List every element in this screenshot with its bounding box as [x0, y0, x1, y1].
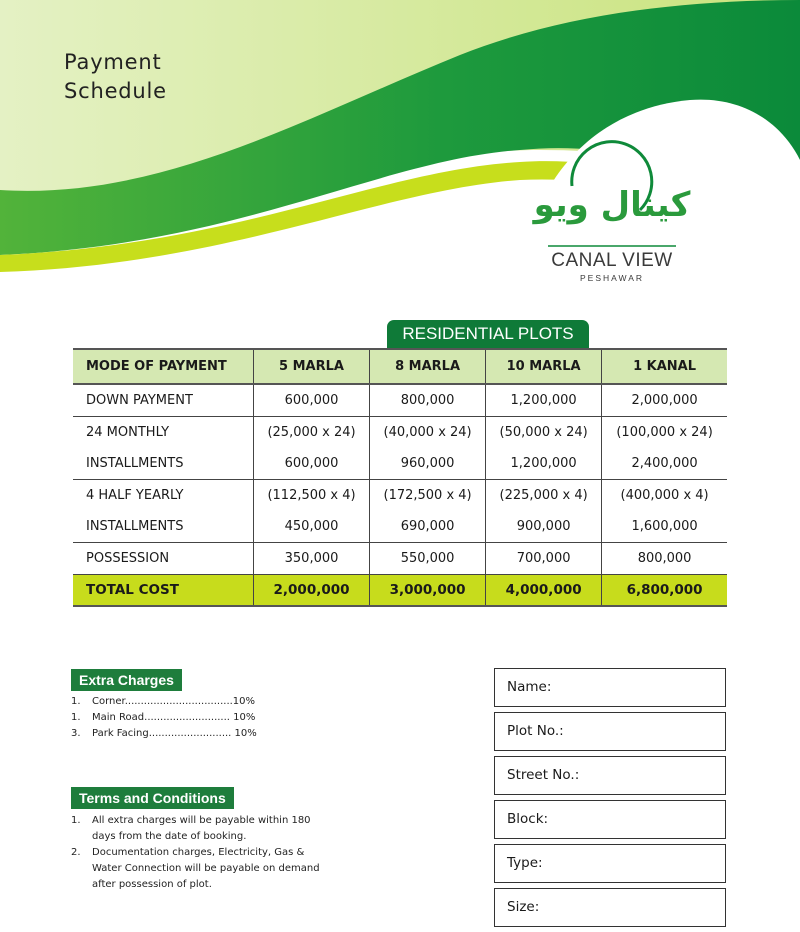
table-cell: (225,000 x 4): [486, 480, 602, 512]
brand-name: CANAL VIEW: [551, 250, 673, 271]
terms-list: [71, 813, 333, 893]
table-heading: RESIDENTIAL PLOTS: [387, 320, 589, 348]
table-cell: 450,000: [254, 511, 370, 543]
type-field[interactable]: Type:: [494, 844, 726, 883]
table-cell: 2,000,000: [254, 575, 370, 607]
table-cell: 350,000: [254, 543, 370, 575]
table-cell: (172,500 x 4): [370, 480, 486, 512]
table-cell: 1,200,000: [486, 448, 602, 480]
table-cell: 550,000: [370, 543, 486, 575]
table-row: [73, 543, 727, 575]
table-cell: POSSESSION: [73, 543, 254, 575]
list-item-text: All extra charges will be payable within 180 days from the date of booking.: [92, 815, 311, 842]
list-item: [71, 845, 333, 893]
list-item-text: Corner..................................10%: [92, 696, 256, 707]
table-cell: INSTALLMENTS: [73, 448, 254, 480]
table-cell: 6,800,000: [602, 575, 727, 607]
list-item-number: 1.: [71, 815, 81, 826]
table-cell: (100,000 x 24): [602, 417, 727, 449]
list-item-number: 1.: [71, 712, 81, 723]
list-item-text: Documentation charges, Electricity, Gas & Water Connection will be payable on demand after possession of plot.: [92, 847, 320, 890]
table-cell: 2,400,000: [602, 448, 727, 480]
size-field[interactable]: Size:: [494, 888, 726, 927]
table-row: [73, 384, 727, 417]
table-cell: 600,000: [254, 448, 370, 480]
logo-emblem-icon: [528, 128, 696, 248]
table-cell: 800,000: [602, 543, 727, 575]
list-item-number: 3.: [71, 728, 81, 739]
page-title-line-1: Payment: [64, 50, 162, 74]
list-item: [71, 710, 311, 726]
table-cell: (25,000 x 24): [254, 417, 370, 449]
street-number-field[interactable]: Street No.:: [494, 756, 726, 795]
table-cell: 3,000,000: [370, 575, 486, 607]
customer-details-form: [494, 668, 726, 932]
table-cell: (112,500 x 4): [254, 480, 370, 512]
table-cell: 1,200,000: [486, 384, 602, 417]
table-cell: (40,000 x 24): [370, 417, 486, 449]
block-field[interactable]: Block:: [494, 800, 726, 839]
table-cell: 700,000: [486, 543, 602, 575]
table-cell: 800,000: [370, 384, 486, 417]
table-cell: 900,000: [486, 511, 602, 543]
column-header: 1 KANAL: [602, 349, 727, 384]
table-row: [73, 511, 727, 543]
plot-number-field[interactable]: Plot No.:: [494, 712, 726, 751]
canal-view-logo: [528, 128, 696, 288]
column-header: 5 MARLA: [254, 349, 370, 384]
list-item: [71, 813, 333, 845]
table-row: [73, 480, 727, 512]
table-cell: 600,000: [254, 384, 370, 417]
column-header: 10 MARLA: [486, 349, 602, 384]
terms-and-conditions-label: Terms and Conditions: [71, 787, 234, 809]
table-cell: DOWN PAYMENT: [73, 384, 254, 417]
table-header-row: [73, 349, 727, 384]
table-row: [73, 417, 727, 449]
page-title: [64, 48, 167, 106]
table-cell: 1,600,000: [602, 511, 727, 543]
extra-charges-list: [71, 694, 311, 742]
list-item-number: 2.: [71, 847, 81, 858]
table-cell: 4 HALF YEARLY: [73, 480, 254, 512]
list-item-text: Main Road........................... 10%: [92, 712, 256, 723]
name-field[interactable]: Name:: [494, 668, 726, 707]
table-cell: TOTAL COST: [73, 575, 254, 607]
table-cell: (400,000 x 4): [602, 480, 727, 512]
table-cell: 24 MONTHLY: [73, 417, 254, 449]
table-row: [73, 448, 727, 480]
page-title-line-2: Schedule: [64, 79, 167, 103]
column-header: MODE OF PAYMENT: [73, 349, 254, 384]
column-header: 8 MARLA: [370, 349, 486, 384]
extra-charges-label: Extra Charges: [71, 669, 182, 691]
table-cell: 690,000: [370, 511, 486, 543]
list-item-number: 1.: [71, 696, 81, 707]
list-item-text: Park Facing.......................... 10%: [92, 728, 257, 739]
list-item: [71, 726, 311, 742]
brand-city: PESHAWAR: [579, 273, 645, 283]
table-cell: 2,000,000: [602, 384, 727, 417]
table-cell: 4,000,000: [486, 575, 602, 607]
total-cost-row: [73, 575, 727, 607]
table-cell: 960,000: [370, 448, 486, 480]
list-item: [71, 694, 311, 710]
logo-urdu-text: کینال ویو: [533, 185, 691, 225]
table-cell: (50,000 x 24): [486, 417, 602, 449]
payment-schedule-table: [73, 348, 727, 607]
table-cell: INSTALLMENTS: [73, 511, 254, 543]
